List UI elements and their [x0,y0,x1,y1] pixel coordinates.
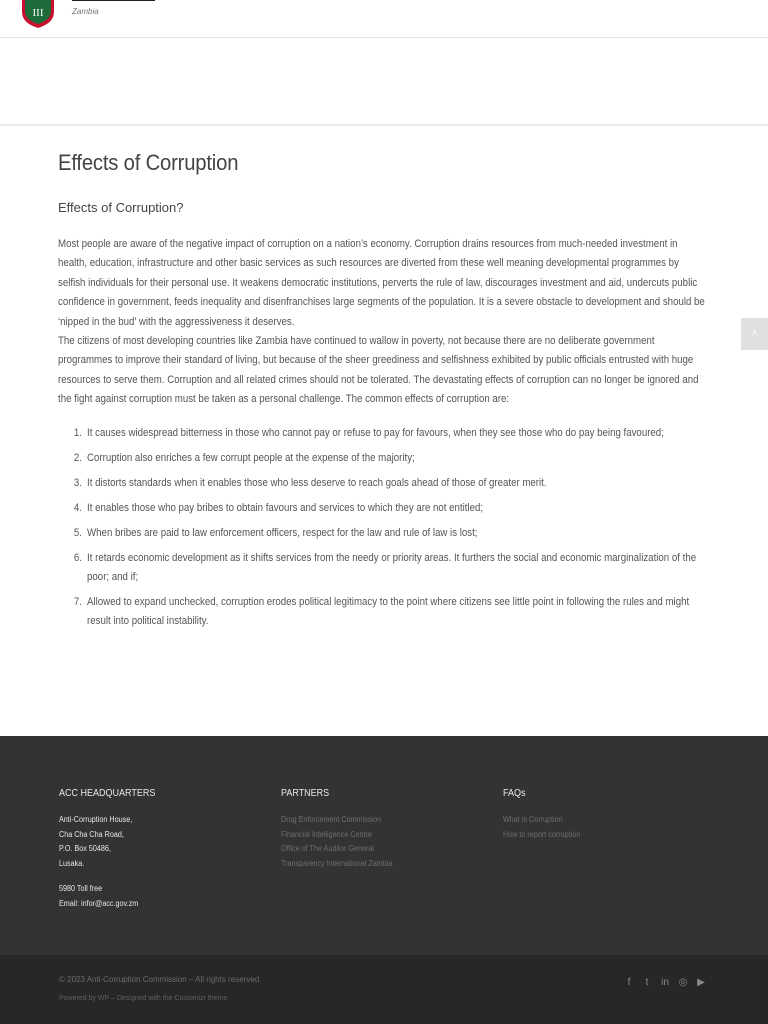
logo-shield-icon[interactable] [20,0,56,28]
footer-hq [59,788,166,911]
list-item: 1. It causes widespread bitterness in those who cannot pay or refuse to pay for favours, when they see those who do pay being favoured; [73,426,664,439]
powered-by-text: Powered by WP – Designed with the Customizr theme [59,995,228,1002]
section-subtitle: Effects of Corruption? [58,200,184,215]
list-item: 4. It enables those who pay bribes to obtain favours and services to which they are not entitled; [73,501,484,514]
email-link[interactable]: Email: infor@acc.gov.zm [59,898,139,908]
list-item: 7. Allowed to expand unchecked, corruption erodes political legitimacy to the point where citizens see little point in following the rules and might result into political instability. [73,595,690,627]
facebook-icon[interactable]: f [627,977,631,988]
intro-paragraph-1: Most people are aware of the negative impact of corruption on a nation’s economy. Corruption drains resources from much-needed investment in health, education, infrastructure and other basic services as such resources are diverted from these well meaning developmental programmes by selfish individuals for their personal use. It weakens democratic institutions, perverts the rule of law, discourages investment and aid, undercuts public confidence in government, feeds inequality and disenfranchises large segments of the population. It is a severe obstacle to development and should be ‘nipped in the bud’ with the aggressiveness it deserves. [58,238,705,328]
faq-link-how-to-report[interactable]: How to report corruption [503,829,581,839]
main-content [58,150,708,637]
copyright-text: © 2023 Anti-Corruption Commission – All rights reserved [59,975,260,984]
footer-faqs [503,788,589,842]
logo-tagline: Zambia [72,7,99,16]
partner-link-dec[interactable]: Drug Enforcement Commission [281,815,382,824]
footer-hq-heading: ACC HEADQUARTERS [59,788,156,799]
scroll-to-top-button[interactable] [741,318,768,350]
banner-divider [0,124,768,126]
list-item: 3. It distorts standards when it enables those who less deserve to reach goals ahead of those of greater merit. [73,476,547,489]
linkedin-icon[interactable]: in [661,977,669,988]
list-item: 6. It retards economic development as it shifts services from the needy or priority areas. It furthers the social and economic marginalization of the poor; and if; [73,551,697,583]
footer-partners-heading: PARTNERS [281,788,330,799]
partner-link-fic[interactable]: Financial Intelligence Centre [281,829,372,839]
social-links [623,977,707,989]
logo-numeral: III [32,7,44,19]
site-footer [0,736,768,955]
footer-partners [281,788,405,871]
address-line: Cha Cha Cha Road, [59,829,124,839]
instagram-icon[interactable]: ◎ [678,977,688,988]
youtube-icon[interactable]: ▶ [697,977,705,988]
address-line: P.O. Box 50486, [59,844,111,853]
list-item: 5. When bribes are paid to law enforcement officers, respect for the law and rule of law is lost; [73,526,478,539]
page-title: Effects of Corruption [58,150,239,175]
address-line: Anti-Corruption House, [59,815,133,824]
list-item: 2. Corruption also enriches a few corrupt people at the expense of the majority; [73,451,415,464]
partners-links [281,813,392,871]
logo-underline [72,0,155,1]
footer-bottom-bar [0,955,768,1024]
partner-link-oag[interactable]: Office of The Auditor General [281,844,374,853]
footer-faqs-heading: FAQs [503,788,526,799]
partner-link-tiz[interactable]: Transparency International Zambia [281,858,393,868]
site-header [0,0,768,38]
faq-link-what-is-corruption[interactable]: What is Corruption [503,815,563,824]
address-line: Lusaka. [59,858,85,868]
intro-text [58,235,706,410]
twitter-icon[interactable]: t [645,977,649,988]
chevron-up-icon: ˄ [751,328,758,339]
faq-links [503,813,580,842]
intro-paragraph-2: The citizens of most developing countries like Zambia have continued to wallow in poverty, not because there are no deliberate government programmes to improve their standard of living, but because of the sheer greediness and selfishness exhibited by public officials entrusted with huge resources to serve them. Corruption and all related crimes should not be tolerated. The devastating effects of corruption can no longer be ignored and the fight against corruption must be taken as a personal challenge. The common effects of corruption are: [58,335,699,406]
hq-address [59,813,155,911]
toll-free-number: 5980 Toll free [59,884,103,893]
effects-list [58,424,708,631]
